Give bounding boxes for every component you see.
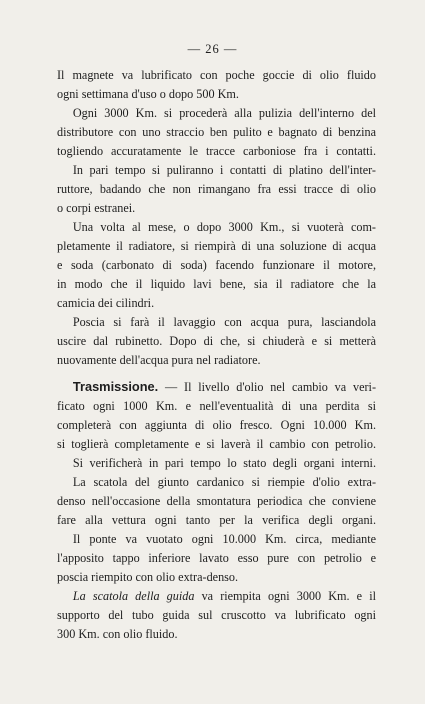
text-fragment: — Il livello d'olio nel cambio va veri- <box>158 380 376 394</box>
text-line: uscire dal rubinetto. Dopo di che, si chiuderà e si metterà <box>57 334 376 348</box>
transmission-section <box>57 377 376 644</box>
text-line: In pari tempo si puliranno i contatti di platino dell'inter- <box>72 163 376 177</box>
section-heading: Trasmissione. <box>72 379 159 394</box>
text-line: Una volta al mese, o dopo 3000 Km., si vuoterà com- <box>72 220 376 234</box>
text-line: ficato ogni 1000 Km. e nell'eventualità di una perdita si <box>57 399 376 413</box>
text-line: Il ponte va vuotato ogni 10.000 Km. circa, mediante <box>72 532 376 546</box>
italic-lead: La scatola della guida <box>72 589 195 603</box>
text-line: ruttore, badando che non rimangano fra essi tracce di olio <box>57 182 376 196</box>
text-line: nuovamente dell'acqua pura nel radiatore. <box>57 353 261 367</box>
text-line: Il magnete va lubrificato con poche goccie di olio fluido <box>57 68 376 82</box>
text-line: La scatola del giunto cardanico si riempie d'olio extra- <box>72 475 376 489</box>
text-line: si toglierà completamente e si laverà il cambio con petrolio. <box>57 437 376 451</box>
text-line: ogni settimana d'uso o dopo 500 Km. <box>57 87 239 101</box>
text-fragment: va riempita ogni 3000 Km. e il <box>194 589 376 603</box>
text-line: togliendo accuratamente le tracce carboniose fra i contatti. <box>57 144 376 158</box>
maintenance-text-block <box>57 66 376 370</box>
text-line: in modo che il liquido lavi bene, sia il radiatore che la <box>57 277 376 291</box>
text-line: Si verificherà in pari tempo lo stato degli organi interni. <box>72 456 376 470</box>
text-line: poscia riempito con olio extra-denso. <box>57 570 239 584</box>
text-line: l'apposito tappo inferiore lavato esso pure con petrolio e <box>57 551 376 565</box>
text-line: completerà con aggiunta di olio fresco. Ogni 10.000 Km. <box>57 418 376 432</box>
text-line: supporto del tubo guida sul cruscotto va lubrificato ogni <box>57 608 376 622</box>
italic-line <box>57 587 376 606</box>
text-line: camicia dei cilindri. <box>57 296 155 310</box>
text-line: Ogni 3000 Km. si procederà alla pulizia dell'interno del <box>72 106 376 120</box>
text-line: pletamente il radiatore, si riempirà di una soluzione di acqua <box>57 239 376 253</box>
text-line: distributore con uno straccio ben pulito e bagnato di benzina <box>57 125 376 139</box>
text-line: fare alla vettura ogni tanto per la verifica degli organi. <box>57 513 376 527</box>
text-line: Poscia si farà il lavaggio con acqua pura, lasciandola <box>72 315 376 329</box>
text-line: denso nell'occasione della smontatura periodica che conviene <box>57 494 376 508</box>
section-first-line <box>57 377 376 397</box>
text-line: 300 Km. con olio fluido. <box>57 627 178 641</box>
page-number: — 26 — <box>187 42 238 56</box>
text-line: e soda (carbonato di soda) facendo funzionare il motore, <box>57 258 376 272</box>
text-line: o corpi estranei. <box>57 201 136 215</box>
